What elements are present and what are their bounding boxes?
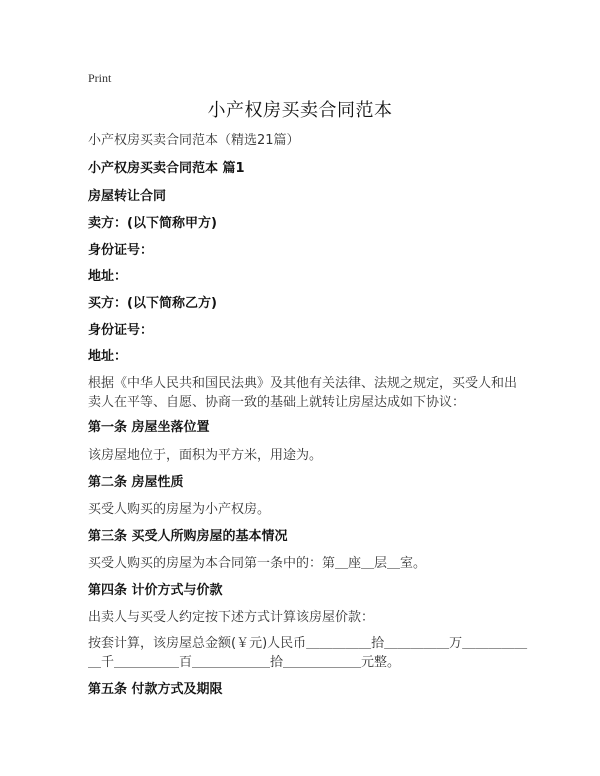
buyer-label: 买方：(以下简称乙方) (88, 296, 217, 311)
document-title: 小产权房买卖合同范本 (207, 100, 393, 121)
article-1-body: 该房屋地位于，面积为平方米，用途为。 (88, 448, 323, 463)
intro-paragraph: 根据《中华人民共和国民法典》及其他有关法律、法规之规定，买受人和出卖人在平等、自愿、协商一致的基础上就转让房屋达成如下协议： (88, 376, 518, 410)
article-2-heading: 第二条 房屋性质 (88, 475, 184, 490)
seller-id-label: 身份证号： (88, 243, 154, 258)
document-subtitle: 小产权房买卖合同范本（精选21篇） (88, 133, 300, 148)
article-5-heading: 第五条 付款方式及期限 (88, 682, 223, 697)
article-3-heading: 第三条 买受人所购房屋的基本情况 (88, 529, 288, 544)
buyer-address-label: 地址： (88, 349, 128, 364)
article-3-body: 买受人购买的房屋为本合同第一条中的：第＿座＿层＿室。 (88, 556, 427, 571)
article-4-heading: 第四条 计价方式与价款 (88, 583, 223, 598)
article-4-body: 出卖人与买受人约定按下述方式计算该房屋价款： (88, 610, 375, 625)
seller-label: 卖方：(以下简称甲方) (88, 216, 217, 231)
contract-title: 房屋转让合同 (88, 189, 167, 204)
section-heading: 小产权房买卖合同范本 篇1 (88, 161, 245, 176)
seller-address-label: 地址： (88, 269, 128, 284)
print-label[interactable]: Print (88, 71, 112, 85)
article-4-price-paragraph: 按套计算，该房屋总金额(￥元)人民币＿＿＿＿＿拾＿＿＿＿＿万＿＿＿＿＿＿千＿＿＿＿＿百＿＿＿＿＿＿拾＿＿＿＿＿＿元整。 (88, 636, 528, 670)
buyer-id-label: 身份证号： (88, 323, 154, 338)
article-1-heading: 第一条 房屋坐落位置 (88, 420, 210, 435)
article-2-body: 买受人购买的房屋为小产权房。 (88, 502, 271, 517)
